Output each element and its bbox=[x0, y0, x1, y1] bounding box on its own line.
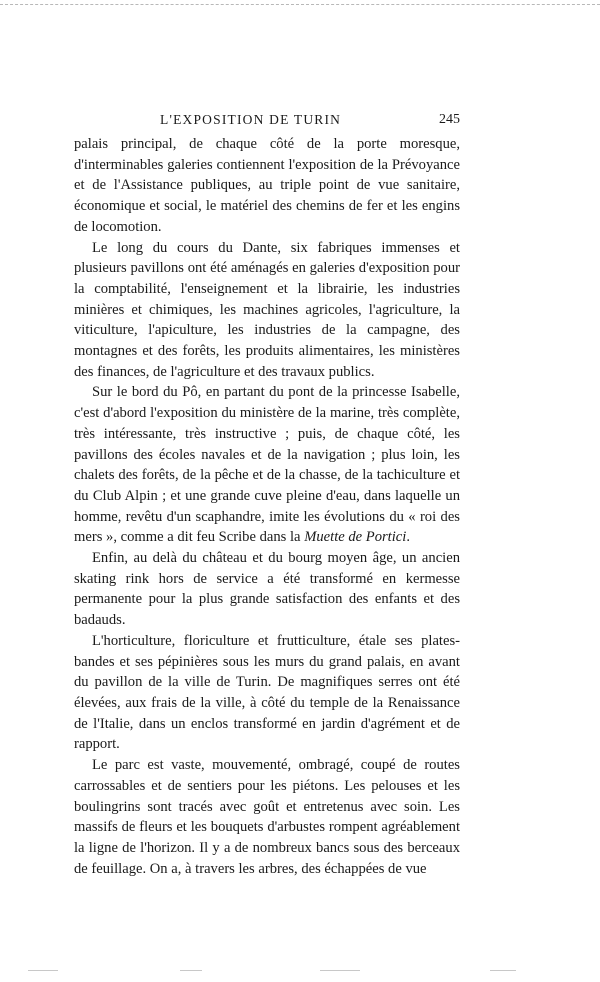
edge-mark bbox=[28, 970, 58, 971]
paragraph-3-tail: . bbox=[406, 529, 410, 546]
paragraph-2: Le long du cours du Dante, six fabriques immenses et plusieurs pavillons ont été aménagés en galeries d'exposition pour la comptabilité, l'enseignement et la librairie, les industries minières et chimiques, les machines agricoles, l'agriculture, la viticulture, l'apiculture, les industries de la campagne, des montagnes et des forêts, les produits alimentaires, les ministères des finances, de l'agriculture et des travaux publics. bbox=[74, 239, 460, 380]
body-text bbox=[74, 134, 460, 879]
edge-mark bbox=[180, 970, 202, 971]
page-number: 245 bbox=[439, 112, 460, 127]
paragraph-5: L'horticulture, floriculture et frutticulture, étale ses plates-bandes et ses pépinières sous les murs du grand palais, en avant du pavillon de la ville de Turin. De magnifiques serres ont été élevées, aux frais de la ville, à côté du temple de la Renaissance de l'Italie, dans un enclos transformé en jardin d'agrément et de rapport. bbox=[74, 632, 460, 753]
edge-mark bbox=[490, 970, 516, 971]
running-title: L'EXPOSITION DE TURIN bbox=[160, 112, 342, 127]
paragraph-3 bbox=[74, 382, 460, 548]
paragraph-4: Enfin, au delà du château et du bourg moyen âge, un ancien skating rink hors de service a été transformé en kermesse permanente pour la plus grande satisfaction des enfants et des badauds. bbox=[74, 550, 460, 629]
edge-mark bbox=[320, 970, 360, 971]
top-edge-rule bbox=[0, 4, 600, 5]
paragraph-6: Le parc est vaste, mouvementé, ombragé, coupé de routes carrossables et de sentiers pour les piétons. Les pelouses et les boulingrins sont tracés avec goût et entretenus avec soin. Les massifs de fleurs et les bouquets d'arbustes rompent agréablement la ligne de l'horizon. Il y a de nombreux bancs sous des berceaux de feuillage. On a, à travers les arbres, des échappées de vue bbox=[74, 757, 460, 877]
paragraph-3-italic-title: Muette de Portici bbox=[304, 529, 407, 546]
running-header bbox=[74, 112, 460, 134]
bottom-edge-marks bbox=[20, 966, 580, 976]
paragraph-1: palais principal, de chaque côté de la porte moresque, d'interminables galeries contiennent l'exposition de la Prévoyance et de l'Assistance publiques, au triple point de vue sanitaire, économique et social, le matériel des chemins de fer et les engins de locomotion. bbox=[74, 136, 460, 235]
paragraph-3-text: Sur le bord du Pô, en partant du pont de la princesse Isabelle, c'est d'abord l'exposition du ministère de la marine, très complète, très intéressante, très instructive ; puis, de chaque côté, les pavillons des écoles navales et de la navigation ; plus loin, les chalets des forêts, de la pêche et de la chasse, de la tachiculture et du Club Alpin ; et une grande cuve pleine d'eau, dans laquelle un homme, revêtu d'un scaphandre, imite les évolutions du « roi des mers », comme a dit feu Scribe dans la bbox=[74, 384, 460, 546]
